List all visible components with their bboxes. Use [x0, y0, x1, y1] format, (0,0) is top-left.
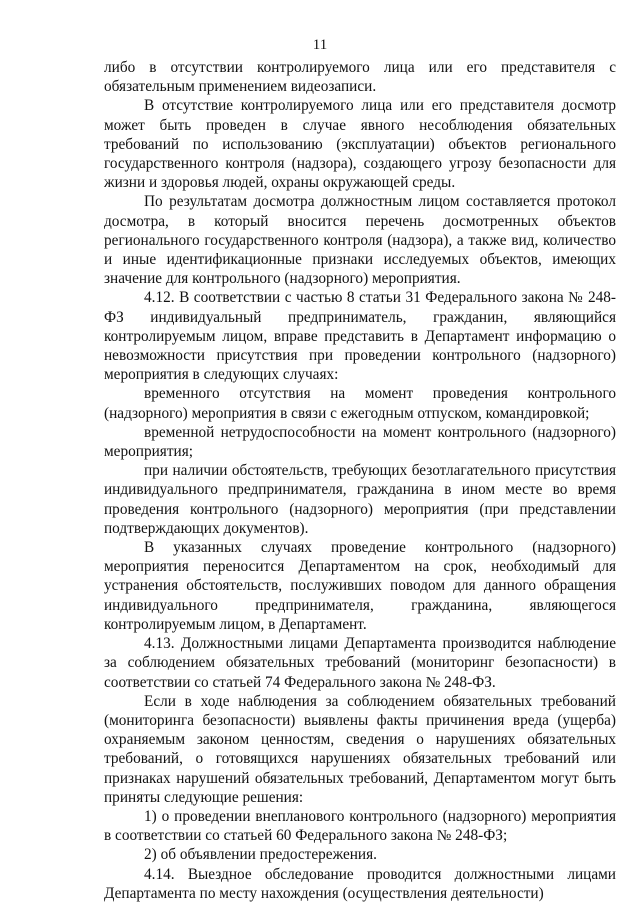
- paragraph-4-12: 4.12. В соответствии с частью 8 статьи 31 Федерального закона № 248-ФЗ индивидуальный предприниматель, гражданин, являющийся контролируемым лицом, вправе представить в Департамент информацию о невозможности присутствия при проведении контрольного (надзорного) мероприятия в следующих случаях:: [104, 289, 616, 384]
- paragraph-continuation: либо в отсутствии контролируемого лица или его представителя с обязательным применением видеозаписи.: [104, 59, 616, 96]
- document-body: [104, 58, 616, 903]
- list-item-temporary-absence: временного отсутствия на момент проведения контрольного (надзорного) мероприятия в связи с ежегодным отпуском, командировкой;: [104, 385, 616, 422]
- page-number: 11: [312, 37, 328, 53]
- paragraph-4-14: 4.14. Выездное обследование проводится должностными лицами Департамента по месту нахождения (осуществления деятельности): [104, 865, 616, 902]
- paragraph-postponement: В указанных случаях проведение контрольного (надзорного) мероприятия переносится Департаментом на срок, необходимый для устранения обстоятельств, послуживших поводом для данного обращения индивидуального предпринимателя, гражданина, являющегося контролируемым лицом, в Департамент.: [104, 539, 616, 633]
- list-item-urgent-circumstances: при наличии обстоятельств, требующих безотлагательного присутствия индивидуального предпринимателя, гражданина в ином месте во время проведения контрольного (надзорного) мероприятия (при представлении подтверждающих документов).: [104, 462, 616, 537]
- paragraph-inspection-protocol: По результатам досмотра должностным лицом составляется протокол досмотра, в который вносится перечень досмотренных объектов регионального государственного контроля (надзора), а также вид, количество и иные идентификационные признаки исследуемых объектов, имеющих значение для контрольного (надзорного) мероприятия.: [104, 193, 616, 288]
- list-item-temporary-disability: временной нетрудоспособности на момент контрольного (надзорного) мероприятия;: [104, 423, 616, 461]
- list-item-warning: 2) об объявлении предостережения.: [144, 846, 377, 864]
- list-item-unscheduled-inspection: 1) о проведении внепланового контрольного (надзорного) мероприятия в соответствии со статьей 60 Федерального закона № 248-ФЗ;: [104, 807, 616, 845]
- paragraph-monitoring-decisions: Если в ходе наблюдения за соблюдением обязательных требований (мониторинга безопасности) выявлены факты причинения вреда (ущерба) охраняемым законом ценностям, сведения о нарушениях обязательных требований, о готовящихся нарушениях обязательных требований или признаках нарушений обязательных требований, Департаментом могут быть приняты следующие решения:: [104, 692, 616, 806]
- paragraph-4-13: 4.13. Должностными лицами Департамента производится наблюдение за соблюдением обязательных требований (мониторинг безопасности) в соответствии со статьей 74 Федерального закона № 248-ФЗ.: [104, 635, 616, 691]
- paragraph-inspection-absence: В отсутствие контролируемого лица или его представителя досмотр может быть проведен в случае явного несоблюдения обязательных требований по использованию (эксплуатации) объектов регионального государственного контроля (надзора), создающего угрозу безопасности для жизни и здоровья людей, охраны окружающей среды.: [104, 97, 616, 192]
